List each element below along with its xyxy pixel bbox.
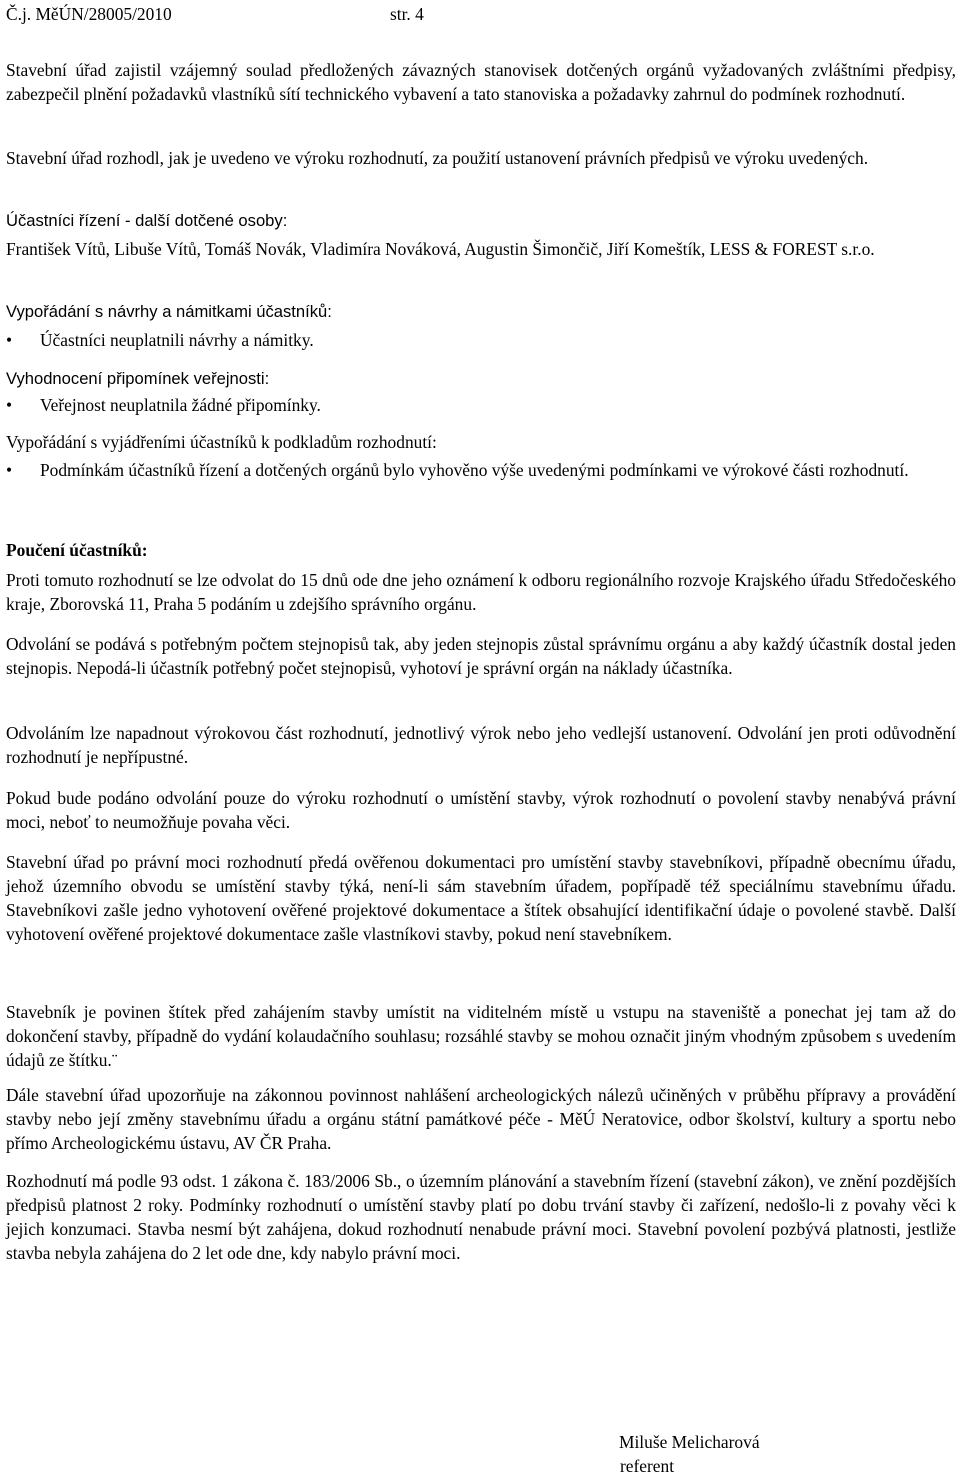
signatory-role: referent bbox=[620, 1456, 675, 1476]
list-item-text: Veřejnost neuplatnila žádné připomínky. bbox=[40, 395, 321, 415]
instruction-heading: Poučení účastníků: bbox=[6, 540, 148, 560]
paragraph-appeal-effect: Pokud bude podáno odvolání pouze do výroku rozhodnutí o umístění stavby, výrok rozhodnutí o povolení stavby nenabývá právní moci, neboť to neumožňuje povaha věci. bbox=[6, 788, 956, 832]
paragraph-decision-basis: Stavební úřad rozhodl, jak je uvedeno ve výroku rozhodnutí, za použití ustanovení právních předpisů ve výroku uvedených. bbox=[6, 148, 869, 168]
bullet-icon: • bbox=[6, 395, 13, 415]
paragraph-appeal-scope: Odvoláním lze napadnout výrokovou část rozhodnutí, jednotlivý výrok nebo jeho vedlejší ustanovení. Odvolání jen proti odůvodnění rozhodnutí je nepřípustné. bbox=[6, 723, 956, 767]
list-item-text: Podmínkám účastníků řízení a dotčených orgánů bylo vyhověno výše uvedenými podmínkami ve výrokové části rozhodnutí. bbox=[40, 460, 909, 480]
statements-item bbox=[6, 458, 956, 482]
proposals-item bbox=[6, 328, 956, 352]
participants-heading: Účastníci řízení - další dotčené osoby: bbox=[6, 211, 288, 230]
signatory-name: Miluše Melicharová bbox=[619, 1432, 760, 1452]
paragraph-appeal-deadline: Proti tomuto rozhodnutí se lze odvolat do 15 dnů ode dne jeho oznámení k odboru regionálního rozvoje Krajského úřadu Středočeského kraje, Zborovská 11, Praha 5 podáním u zdejšího správního orgánu. bbox=[6, 570, 956, 614]
page-header bbox=[6, 2, 424, 26]
statements-heading: Vypořádání s vyjádřeními účastníků k podkladům rozhodnutí: bbox=[6, 432, 437, 452]
page-number: str. 4 bbox=[390, 4, 424, 24]
paragraph-site-label: Stavebník je povinen štítek před zahájením stavby umístit na viditelném místě u vstupu na staveniště a ponechat jej tam až do dokončení stavby, případně do vydání kolaudačního souhlasu; rozsáhlé stavby se mohou označit jiným vhodným způsobem s uvedením údajů ze štítku.¨ bbox=[6, 1002, 956, 1070]
signature-block bbox=[619, 1430, 760, 1478]
paragraph-coordination: Stavební úřad zajistil vzájemný soulad předložených závazných stanovisek dotčených orgánů vyžadovaných zvláštními předpisy, zabezpečil plnění požadavků vlastníků sítí technického vybavení a tato stanoviska a požadavky zahrnul do podmínek rozhodnutí. bbox=[6, 60, 956, 104]
bullet-icon: • bbox=[6, 460, 13, 480]
reference-number: Č.j. MěÚN/28005/2010 bbox=[6, 4, 172, 24]
public-comments-item bbox=[6, 393, 956, 417]
paragraph-appeal-copies: Odvolání se podává s potřebným počtem stejnopisů tak, aby jeden stejnopis zůstal správnímu orgánu a aby každý účastník dostal jeden stejnopis. Nepodá-li účastník potřebný počet stejnopisů, vyhotoví je správní orgán na náklady účastníka. bbox=[6, 634, 956, 678]
public-comments-heading: Vyhodnocení připomínek veřejnosti: bbox=[6, 369, 270, 388]
paragraph-archaeology: Dále stavební úřad upozorňuje na zákonnou povinnost nahlášení archeologických nálezů učiněných v průběhu přípravy a provádění stavby nebo její změny stavebnímu úřadu a orgánu státní památkové péče - MěÚ Neratovice, odbor školství, kultury a sportu nebo přímo Archeologickému ústavu, AV ČR Praha. bbox=[6, 1085, 956, 1153]
bullet-icon: • bbox=[6, 330, 13, 350]
participants-list: František Vítů, Libuše Vítů, Tomáš Novák, Vladimíra Nováková, Augustin Šimončič, Jiří Komeštík, LESS & FOREST s.r.o. bbox=[6, 239, 875, 259]
list-item-text: Účastníci neuplatnili návrhy a námitky. bbox=[40, 330, 314, 350]
paragraph-validity: Rozhodnutí má podle 93 odst. 1 zákona č. 183/2006 Sb., o územním plánování a stavebním řízení (stavební zákon), ve znění pozdějších předpisů platnost 2 roky. Podmínky rozhodnutí o umístění stavby platí po dobu trvání stavby či zařízení, nedošlo-li z povahy věci k jejich konzumaci. Stavba nesmí být zahájena, dokud rozhodnutí nenabude právní moci. Stavební povolení pozbývá platnosti, jestliže stavba nebyla zahájena do 2 let ode dne, kdy nabylo právní moci. bbox=[6, 1171, 956, 1263]
proposals-heading: Vypořádání s návrhy a námitkami účastníků: bbox=[6, 302, 332, 321]
paragraph-documentation: Stavební úřad po právní moci rozhodnutí předá ověřenou dokumentaci pro umístění stavby stavebníkovi, případně obecnímu úřadu, jehož územního obvodu se umístění stavby týká, není-li sám stavebním úřadem, popřípadě též speciálnímu stavebnímu úřadu. Stavebníkovi zašle jedno vyhotovení ověřené projektové dokumentace a štítek obsahující identifikační údaje o povolené stavbě. Další vyhotovení ověřené projektové dokumentace zašle vlastníkovi stavby, pokud není stavebníkem. bbox=[6, 852, 956, 944]
